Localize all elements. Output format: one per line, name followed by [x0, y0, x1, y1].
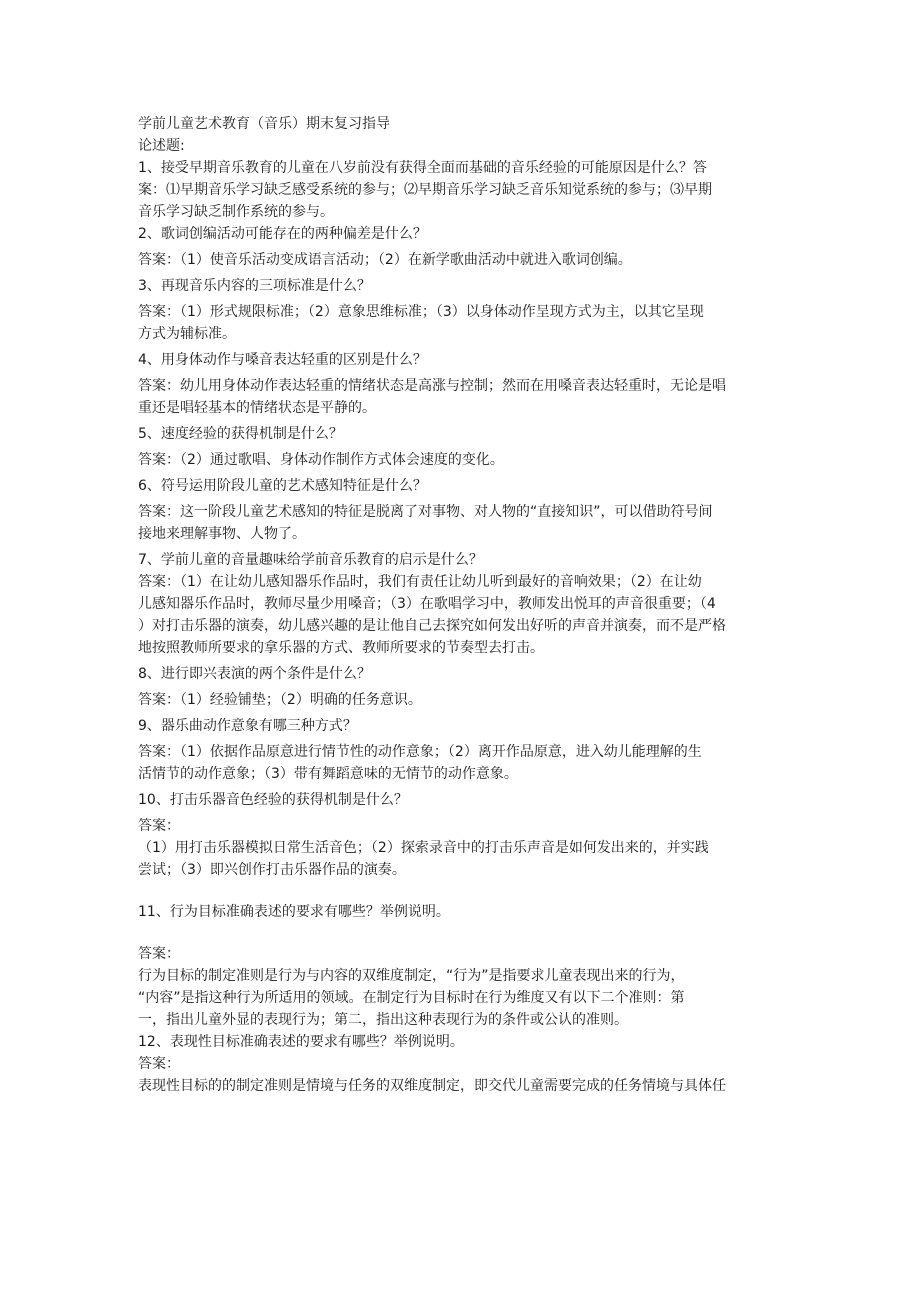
question-10: 10、打击乐器音色经验的获得机制是什么？ [138, 792, 408, 808]
question-3: 3、再现音乐内容的三项标准是什么？ [138, 278, 371, 294]
answer-12-line-1: 表现性目标的的制定准则是情境与任务的双维度制定，即交代儿童需要完成的任务情境与具体任 [138, 1078, 726, 1094]
question-8: 8、进行即兴表演的两个条件是什么？ [138, 666, 371, 682]
answer-4-line-1: 答案：幼儿用身体动作表达轻重的情绪状态是高涨与控制；然而在用嗓音表达轻重时，无论是唱 [138, 378, 726, 394]
answer-10-label: 答案： [138, 818, 180, 834]
answer-4-line-2: 重还是唱轻基本的情绪状态是平静的。 [138, 400, 376, 416]
question-12: 12、表现性目标准确表述的要求有哪些？举例说明。 [138, 1034, 464, 1050]
answer-9-line-2: 活情节的动作意象；（3）带有舞蹈意味的无情节的动作意象。 [138, 766, 518, 782]
answer-11-line-1: 行为目标的制定准则是行为与内容的双维度制定，“行为”是指要求儿童表现出来的行为， [138, 968, 685, 984]
answer-2-line-1: 答案：（1）使音乐活动变成语言活动；（2）在新学歌曲活动中就进入歌词创编。 [138, 252, 632, 268]
answer-7-line-3: ）对打击乐器的演奏，幼儿感兴趣的是让他自己去探究如何发出好听的声音并演奏，而不是严格 [138, 618, 726, 634]
doc-title: 学前儿童艺术教育（音乐）期末复习指导 [138, 116, 390, 132]
answer-3-line-1: 答案：（1）形式规限标准；（2）意象思维标准；（3）以身体动作呈现方式为主，以其它呈现 [138, 304, 704, 320]
answer-8-line-1: 答案：（1）经验铺垫；（2）明确的任务意识。 [138, 692, 422, 708]
document-body [138, 113, 788, 1097]
section-heading: 论述题: [138, 138, 185, 154]
answer-12-label: 答案： [138, 1056, 180, 1072]
answer-10-line-2: 尝试；（3）即兴创作打击乐器作品的演奏。 [138, 862, 406, 878]
answer-6-line-1: 答案：这一阶段儿童艺术感知的特征是脱离了对事物、对人物的“直接知识”，可以借助符号间 [138, 504, 713, 520]
question-5: 5、速度经验的获得机制是什么？ [138, 426, 343, 442]
answer-1-line-1: 案：⑴早期音乐学习缺乏感受系统的参与；⑵早期音乐学习缺乏音乐知觉系统的参与；⑶早期 [138, 182, 712, 198]
answer-10-line-1: （1）用打击乐器模拟日常生活音色；（2）探索录音中的打击乐声音是如何发出来的，并实践 [138, 840, 709, 856]
answer-1-line-2: 音乐学习缺乏制作系统的参与。 [138, 204, 334, 220]
answer-9-line-1: 答案：（1）依据作品原意进行情节性的动作意象；（2）离开作品原意，进入幼儿能理解的生 [138, 744, 702, 760]
question-11: 11、行为目标准确表述的要求有哪些？举例说明。 [138, 904, 450, 920]
answer-7-line-2: 儿感知器乐作品时，教师尽量少用嗓音；（3）在歌唱学习中，教师发出悦耳的声音很重要；（4 [138, 596, 716, 612]
answer-11-line-3: 一，指出儿童外显的表现行为；第二，指出这种表现行为的条件或公认的准则。 [138, 1012, 628, 1028]
question-4: 4、用身体动作与嗓音表达轻重的区别是什么？ [138, 352, 427, 368]
question-6: 6、符号运用阶段儿童的艺术感知特征是什么？ [138, 478, 427, 494]
question-2: 2、歌词创编活动可能存在的两种偏差是什么？ [138, 226, 427, 242]
answer-11-line-2: “内容”是指这种行为所适用的领域。在制定行为目标时在行为维度又有以下二个准则：第 [138, 990, 685, 1006]
answer-7-line-4: 地按照教师所要求的拿乐器的方式、教师所要求的节奏型去打击。 [138, 640, 544, 656]
answer-7-line-1: 答案：（1）在让幼儿感知器乐作品时，我们有责任让幼儿听到最好的音响效果；（2）在让幼 [138, 574, 702, 590]
answer-6-line-2: 接地来理解事物、人物了。 [138, 526, 306, 542]
answer-11-label: 答案： [138, 946, 180, 962]
question-1-line-1: 1、接受早期音乐教育的儿童在八岁前没有获得全面而基础的音乐经验的可能原因是什么？答 [138, 160, 707, 176]
question-7: 7、学前儿童的音量趣味给学前音乐教育的启示是什么？ [138, 552, 483, 568]
question-9: 9、器乐曲动作意象有哪三种方式？ [138, 718, 357, 734]
answer-5-line-1: 答案：（2）通过歌唱、身体动作制作方式体会速度的变化。 [138, 452, 504, 468]
answer-3-line-2: 方式为辅标准。 [138, 326, 236, 342]
